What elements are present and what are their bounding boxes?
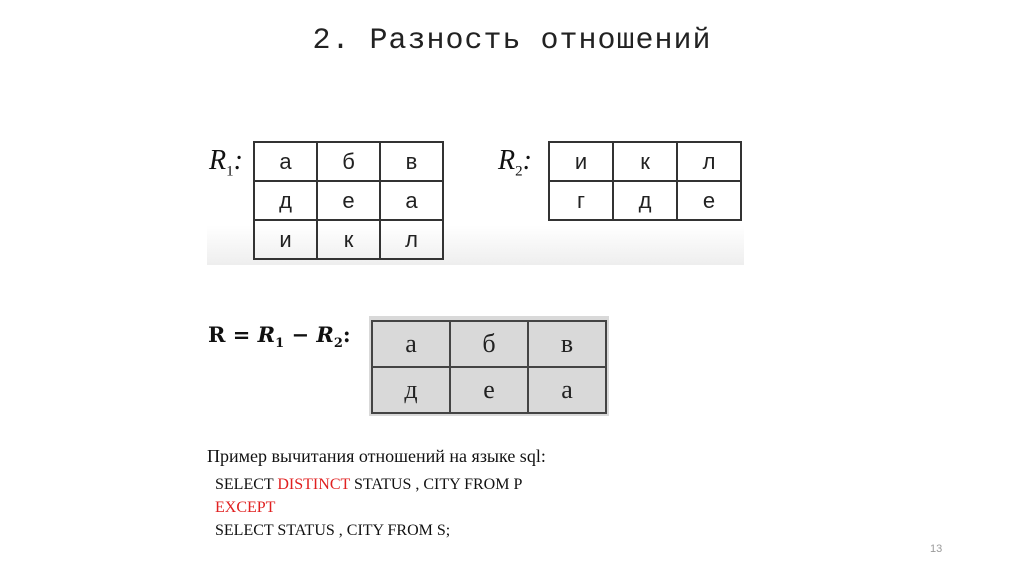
formula-minus: − bbox=[284, 322, 317, 347]
sql-line1-rest: STATUS , CITY FROM P bbox=[349, 476, 523, 493]
table-row bbox=[254, 181, 443, 220]
formula-colon: : bbox=[342, 322, 351, 347]
table-cell: л bbox=[677, 142, 741, 181]
table-cell: д bbox=[613, 181, 677, 220]
table-row bbox=[549, 142, 741, 181]
table-cell: и bbox=[254, 220, 317, 259]
page-number: 13 bbox=[930, 543, 943, 555]
formula-lhs: R = bbox=[208, 322, 258, 347]
table-cell: а bbox=[528, 367, 606, 413]
table-row bbox=[254, 220, 443, 259]
r1-label-colon: : bbox=[233, 145, 243, 176]
r2-label-colon: : bbox=[522, 145, 532, 176]
r2-table bbox=[548, 141, 742, 221]
slide-title: 2. Разность отношений bbox=[312, 24, 712, 58]
table-cell: а bbox=[254, 142, 317, 181]
table-cell: е bbox=[450, 367, 528, 413]
table-row bbox=[372, 367, 606, 413]
sql-example bbox=[207, 446, 546, 542]
table-cell: в bbox=[380, 142, 443, 181]
r1-label-sub: 1 bbox=[226, 163, 234, 180]
formula-r1: R bbox=[257, 322, 276, 347]
result-formula bbox=[208, 322, 351, 351]
formula-r2-sub: 2 bbox=[333, 336, 343, 352]
sql-intro: Пример вычитания отношений на языке sql: bbox=[207, 446, 546, 466]
table-cell: а bbox=[372, 321, 450, 367]
r1-table bbox=[253, 141, 444, 260]
table-cell: к bbox=[317, 220, 380, 259]
r1-label bbox=[209, 145, 243, 181]
r2-label bbox=[498, 145, 532, 181]
table-cell: д bbox=[372, 367, 450, 413]
table-cell: б bbox=[317, 142, 380, 181]
sql-line-3: SELECT STATUS , CITY FROM S; bbox=[215, 522, 451, 539]
table-cell: к bbox=[613, 142, 677, 181]
table-cell: е bbox=[677, 181, 741, 220]
sql-except-keyword: EXCEPT bbox=[215, 499, 276, 516]
formula-r2: R bbox=[316, 322, 334, 347]
table-cell: и bbox=[549, 142, 613, 181]
table-row bbox=[254, 142, 443, 181]
sql-distinct-keyword: DISTINCT bbox=[277, 476, 350, 493]
r2-label-main: R bbox=[498, 145, 516, 176]
r1-label-main: R bbox=[209, 145, 227, 176]
table-cell: л bbox=[380, 220, 443, 259]
formula-r1-sub: 1 bbox=[275, 336, 285, 352]
table-row bbox=[549, 181, 741, 220]
table-row bbox=[372, 321, 606, 367]
sql-line-1 bbox=[207, 473, 546, 496]
table-cell: в bbox=[528, 321, 606, 367]
table-cell: г bbox=[549, 181, 613, 220]
table-cell: б bbox=[450, 321, 528, 367]
table-cell: д bbox=[254, 181, 317, 220]
sql-select: SELECT bbox=[215, 476, 278, 493]
table-cell: а bbox=[380, 181, 443, 220]
result-table bbox=[371, 320, 607, 414]
table-cell: е bbox=[317, 181, 380, 220]
r2-label-sub: 2 bbox=[515, 163, 523, 180]
